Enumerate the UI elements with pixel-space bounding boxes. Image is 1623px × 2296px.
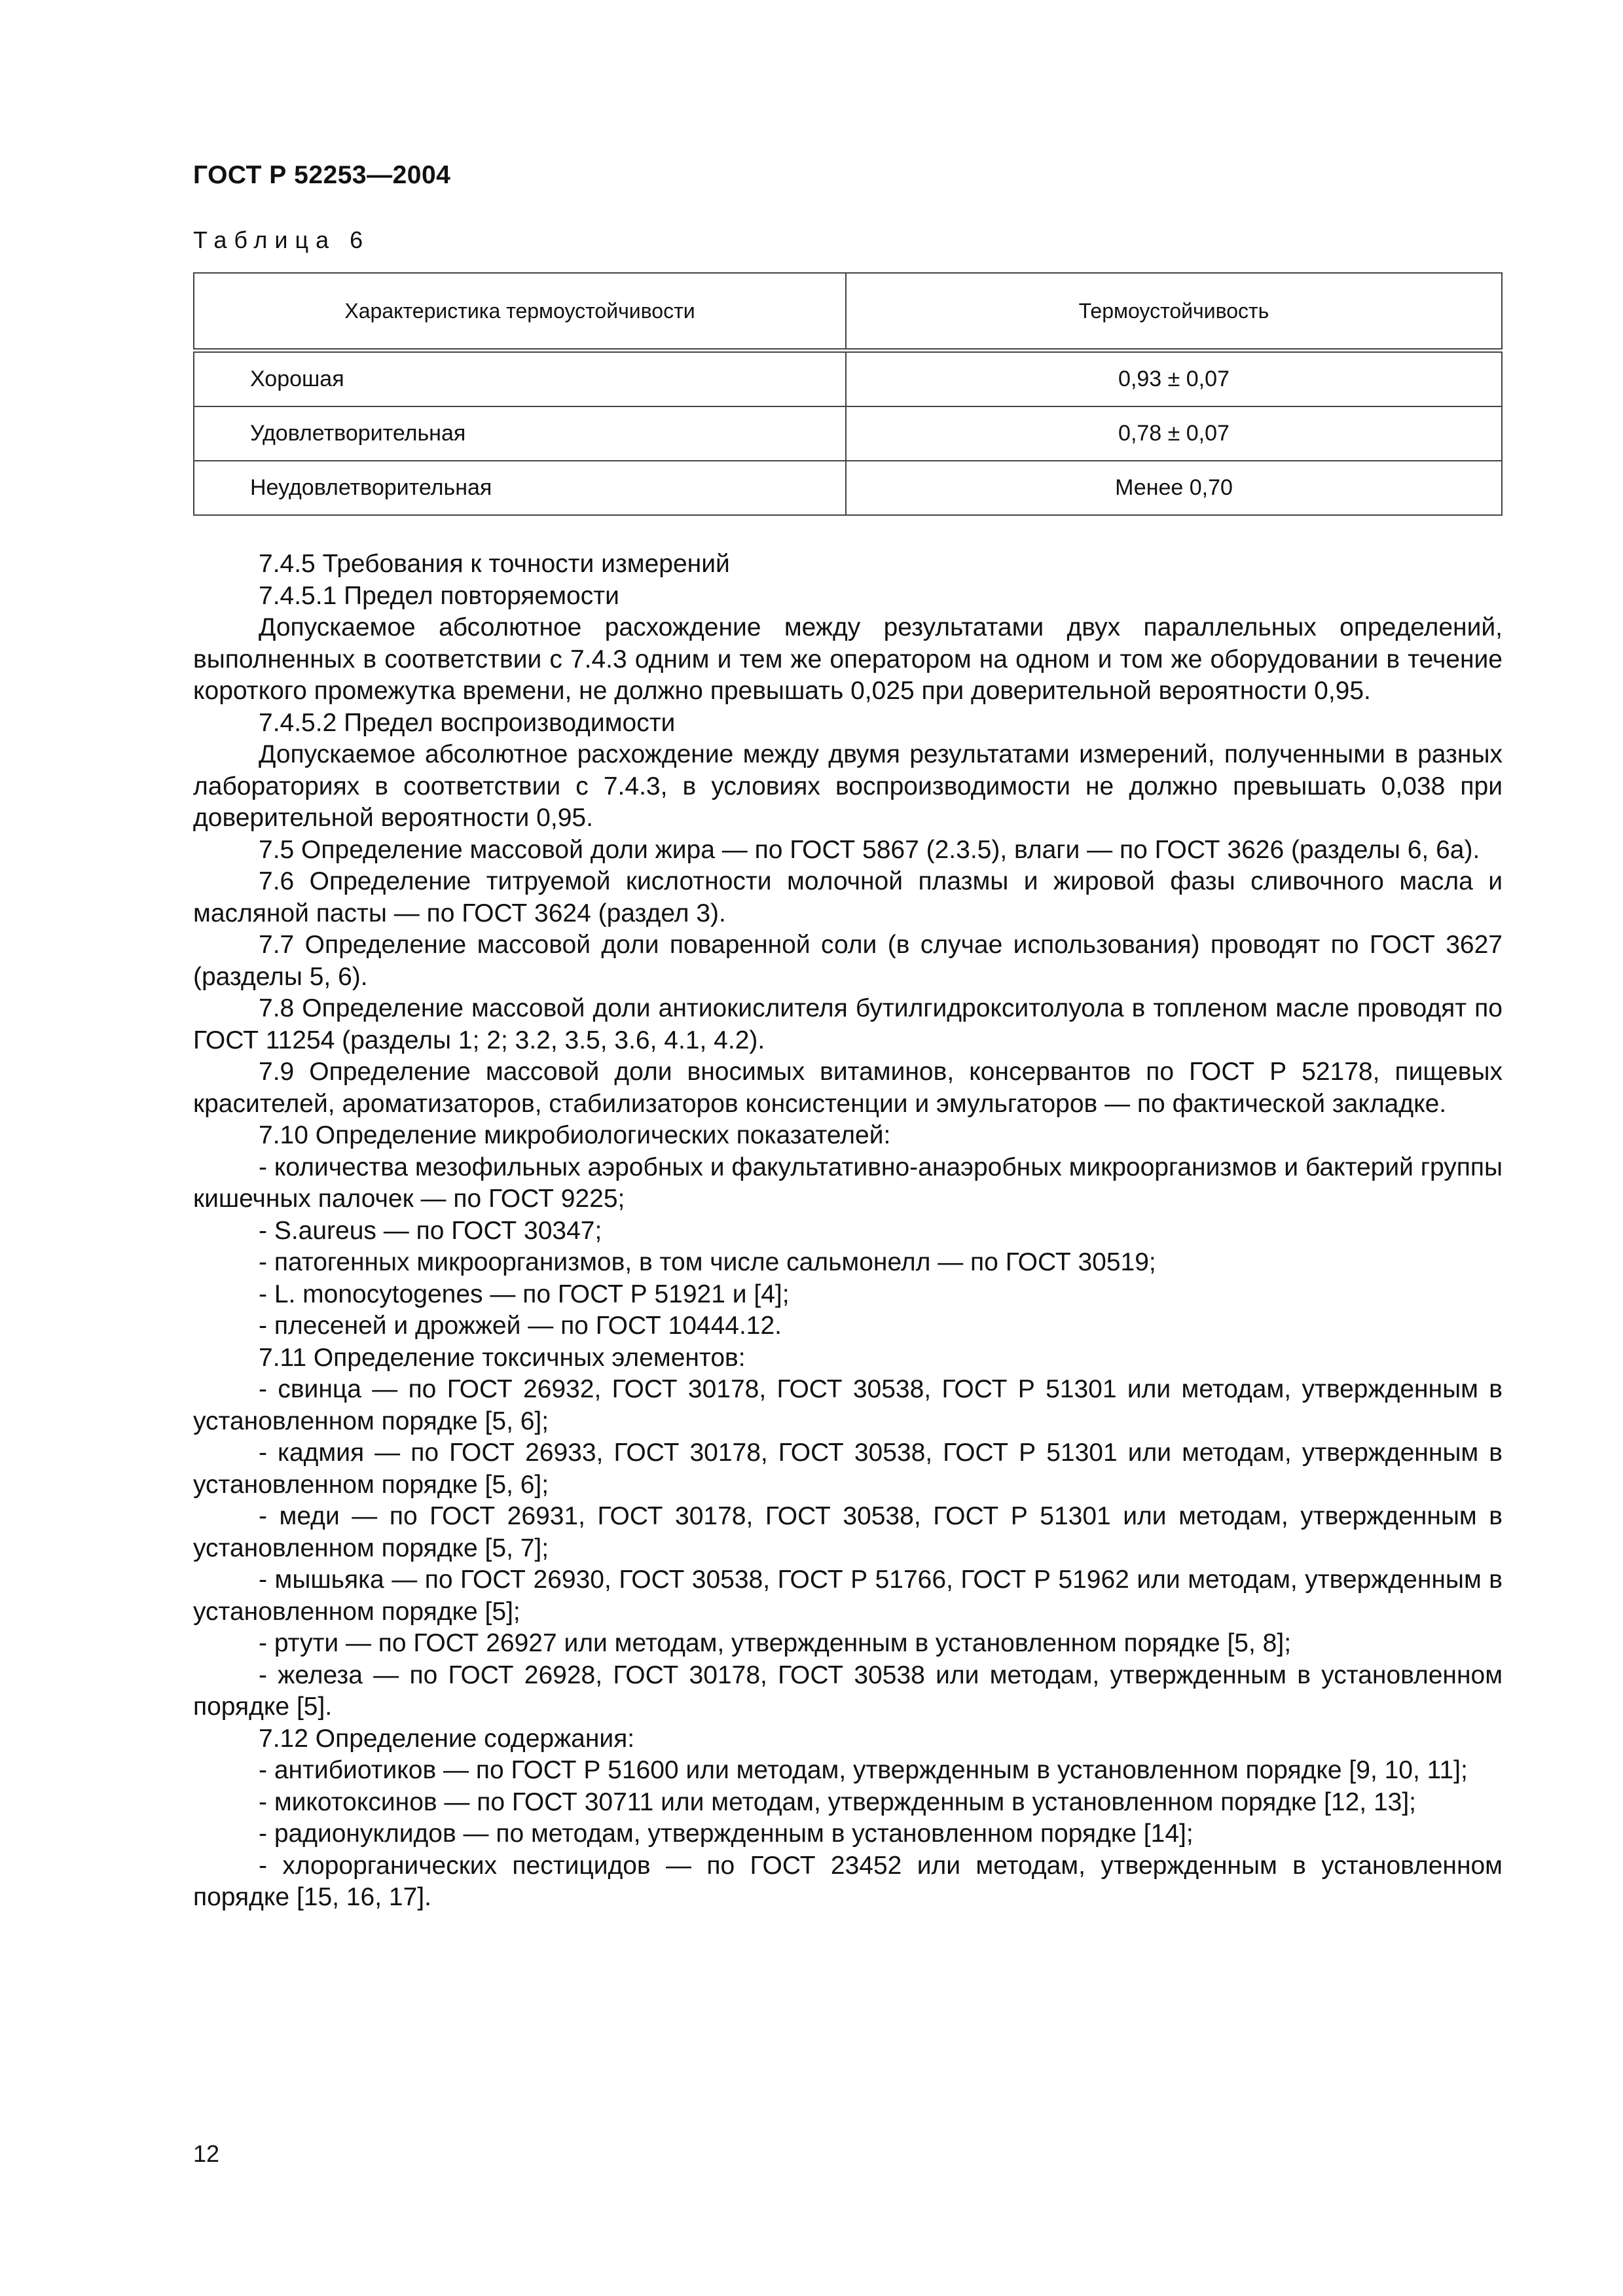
column-header-stability: Термоустойчивость [846,273,1502,351]
subsection-heading: 7.4.5.2 Предел воспроизводимости [259,708,676,737]
column-header-characteristic: Характеристика термоустойчивости [194,273,846,351]
list-item: - радионуклидов — по методам, утвержденным в установленном порядке [14]; [259,1820,1194,1848]
section-heading: 7.4.5 Требования к точности измерений [259,550,730,578]
section-heading: 7.10 Определение микробиологических показателей: [259,1121,891,1149]
paragraph: 7.8 Определение массовой доли антиокислителя бутилгидрокситолуола в топленом масле проводят по ГОСТ 11254 (разделы 1; 2; 3.2, 3.5, 3.6, 4.1, 4.2). [193,994,1503,1054]
list-item: - количества мезофильных аэробных и факультативно-анаэробных микроорганизмов и бактерий группы кишечных палочек — по ГОСТ 9225; [193,1153,1503,1213]
list-item: - L. monocytogenes — по ГОСТ Р 51921 и [4]; [259,1280,790,1308]
list-item: - микотоксинов — по ГОСТ 30711 или методам, утвержденным в установленном порядке [12, 13]; [259,1787,1417,1816]
table-row [194,406,1502,461]
table-cell-value: 0,93 ± 0,07 [846,351,1502,407]
list-item: - железа — по ГОСТ 26928, ГОСТ 30178, ГОСТ 30538 или методам, утвержденным в установленном порядке [5]. [193,1660,1503,1721]
list-item: - плесеней и дрожжей — по ГОСТ 10444.12. [259,1312,782,1340]
list-item: - мышьяка — по ГОСТ 26930, ГОСТ 30538, ГОСТ Р 51766, ГОСТ Р 51962 или методам, утвержденным в установленном порядке [5]; [193,1566,1503,1626]
table-row [194,351,1502,407]
paragraph: Допускаемое абсолютное расхождение между двумя результатами измерений, полученными в разных лабораториях в соответствии с 7.4.3, в условиях воспроизводимости не должно превышать 0,038 при доверительной вероятности 0,95. [193,740,1503,832]
table-cell-value: 0,78 ± 0,07 [846,406,1502,461]
document-header: ГОСТ Р 52253—2004 [193,161,451,189]
paragraph: 7.9 Определение массовой доли вносимых витаминов, консервантов по ГОСТ Р 52178, пищевых красителей, ароматизаторов, стабилизаторов консистенции и эмульгаторов — по фактической закладке. [193,1058,1503,1118]
list-item: - ртути — по ГОСТ 26927 или методам, утвержденным в установленном порядке [5, 8]; [259,1629,1292,1657]
body-text [193,548,1503,1914]
paragraph: 7.6 Определение титруемой кислотности молочной плазмы и жировой фазы сливочного масла и масляной пасты — по ГОСТ 3624 (раздел 3). [193,867,1503,927]
paragraph: Допускаемое абсолютное расхождение между результатами двух параллельных определений, выполненных в соответствии с 7.4.3 одним и тем же оператором на одном и том же оборудовании в течение короткого промежутка времени, не должно превышать 0,025 при доверительной вероятности 0,95. [193,613,1503,705]
list-item: - патогенных микроорганизмов, в том числе сальмонелл — по ГОСТ 30519; [259,1248,1156,1276]
paragraph: 7.7 Определение массовой доли поваренной соли (в случае использования) проводят по ГОСТ 3627 (разделы 5, 6). [193,931,1503,991]
section-heading: 7.11 Определение токсичных элементов: [259,1343,746,1372]
table-row [194,461,1502,515]
table-cell-characteristic: Удовлетворительная [194,406,846,461]
table-caption-word: Таблица [193,226,337,253]
list-item: - хлорорганических пестицидов — по ГОСТ 23452 или методам, утвержденным в установленном порядке [15, 16, 17]. [193,1851,1503,1911]
list-item: - S.aureus — по ГОСТ 30347; [259,1216,602,1245]
paragraph: 7.5 Определение массовой доли жира — по ГОСТ 5867 (2.3.5), влаги — по ГОСТ 3626 (разделы 6, 6а). [259,835,1480,864]
list-item: - антибиотиков — по ГОСТ Р 51600 или методам, утвержденным в установленном порядке [9, 10, 11]; [259,1756,1468,1784]
thermal-stability-table [193,272,1503,516]
table-caption [193,226,363,254]
list-item: - меди — по ГОСТ 26931, ГОСТ 30178, ГОСТ 30538, ГОСТ Р 51301 или методам, утвержденным в установленном порядке [5, 7]; [193,1502,1503,1562]
table-cell-characteristic: Неудовлетворительная [194,461,846,515]
list-item: - свинца — по ГОСТ 26932, ГОСТ 30178, ГОСТ 30538, ГОСТ Р 51301 или методам, утвержденным в установленном порядке [5, 6]; [193,1375,1503,1435]
section-heading: 7.12 Определение содержания: [259,1724,635,1753]
subsection-heading: 7.4.5.1 Предел повторяемости [259,581,619,610]
list-item: - кадмия — по ГОСТ 26933, ГОСТ 30178, ГОСТ 30538, ГОСТ Р 51301 или методам, утвержденным в установленном порядке [5, 6]; [193,1439,1503,1499]
table-caption-number: 6 [350,226,363,253]
page-number: 12 [193,2140,220,2167]
table-cell-characteristic: Хорошая [194,351,846,407]
table-cell-value: Менее 0,70 [846,461,1502,515]
table-header-row [194,273,1502,351]
